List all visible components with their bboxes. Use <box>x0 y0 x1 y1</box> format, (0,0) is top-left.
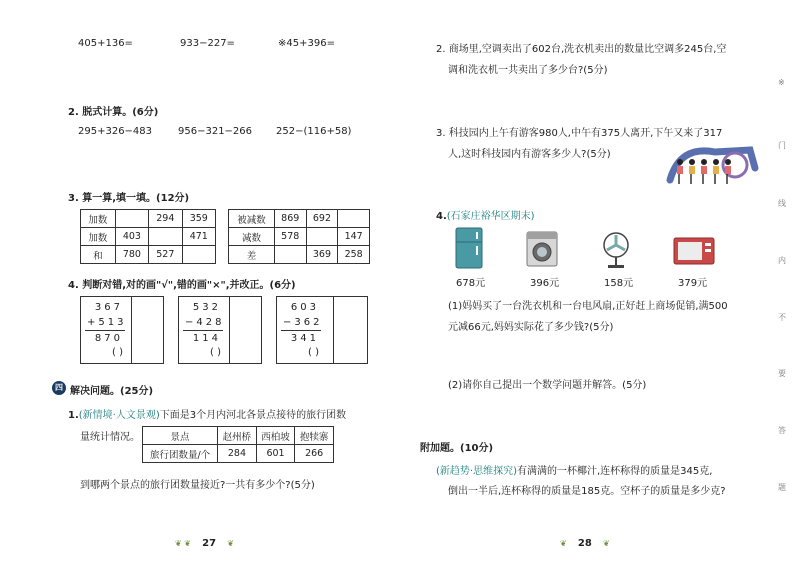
digit-line: 870 <box>87 330 123 345</box>
table-cell: 601 <box>256 445 295 463</box>
digit-line: −362 <box>283 317 323 328</box>
table-cell: 景点 <box>143 427 218 445</box>
table-row <box>81 228 216 246</box>
table-cell: 403 <box>115 228 148 246</box>
table-cell: 266 <box>295 445 334 463</box>
q1-question: 到哪两个景点的旅行团数量接近?一共有多少个?(5分) <box>80 480 315 491</box>
r-q3-line2: 人,这时科技园内有游客多少人?(5分) <box>448 149 611 160</box>
table-cell: 471 <box>182 228 215 246</box>
sub1-line2: 元减66元,妈妈实际花了多少钱?(5分) <box>448 322 614 333</box>
table-cell: 抱犊寨 <box>295 427 334 445</box>
addition-table <box>80 209 216 264</box>
table-cell <box>274 246 306 264</box>
vertical-calc-box <box>178 296 262 364</box>
sprout-icon: ❦ ❦ <box>175 539 191 548</box>
sub2: (2)请你自己提出一个数学问题并解答。(5分) <box>448 380 647 391</box>
table-cell: 780 <box>115 246 148 264</box>
price-fridge: 678元 <box>456 278 486 289</box>
left-footer <box>175 538 234 549</box>
q4-tag: (石家庄裕华区期末) <box>446 211 535 222</box>
answer-paren[interactable]: ( ) <box>308 347 319 358</box>
vertical-calc-box <box>276 296 368 364</box>
r-q2-line1: 2. 商场里,空调卖出了602台,洗衣机卖出的数量比空调多245台,空 <box>436 44 727 55</box>
table-cell: 284 <box>218 445 257 463</box>
q1-prefix: 1. <box>68 410 79 421</box>
price-washer: 396元 <box>530 278 560 289</box>
r-q3-line1: 3. 科技园内上午有游客980人,中午有375人离开,下午又来了317 <box>436 128 723 139</box>
table-cell: 西柏坡 <box>256 427 295 445</box>
price-fan: 158元 <box>604 278 634 289</box>
margin-char: 门 <box>778 141 786 150</box>
sprout-icon: ❦ <box>603 539 610 548</box>
q2-title: 2. 脱式计算。(6分) <box>68 107 159 118</box>
table-cell: 147 <box>338 228 370 246</box>
r-q4-line <box>436 207 535 222</box>
q1-text: 下面是3个月内河北各景点接待的旅行团数 <box>159 410 347 421</box>
vertical-calc-box <box>80 296 164 364</box>
q1-tag: (新情境·人文景观) <box>78 410 160 421</box>
margin-char: 线 <box>778 199 786 208</box>
sprout-icon: ❦ <box>560 539 567 548</box>
table-cell: 旅行团数量/个 <box>143 445 218 463</box>
extra-line1 <box>436 462 712 477</box>
table-cell <box>338 210 370 228</box>
table-cell: 294 <box>149 210 182 228</box>
calc-item: ※45+396= <box>278 38 335 49</box>
q4-title: 4. 判断对错,对的画"√",错的画"×",并改正。(6分) <box>68 280 296 291</box>
digit-line: −428 <box>185 317 225 328</box>
margin-char: ※ <box>778 78 785 87</box>
q4-prefix: 4. <box>436 211 447 222</box>
q1-line2: 量统计情况。 <box>80 432 140 443</box>
table-cell: 369 <box>306 246 338 264</box>
page-number: 28 <box>577 538 592 549</box>
right-footer <box>560 538 610 549</box>
table-cell: 加数 <box>81 228 116 246</box>
margin-char: 要 <box>778 369 786 378</box>
table-cell: 减数 <box>229 228 275 246</box>
sub1-line1: (1)妈妈买了一台洗衣机和一台电风扇,正好赶上商场促销,满500 <box>448 301 728 312</box>
table-cell: 被减数 <box>229 210 275 228</box>
table-cell: 359 <box>182 210 215 228</box>
extra-tag: (新趋势·思维探究) <box>436 466 517 477</box>
table-row <box>81 246 216 264</box>
digit-line: 532 <box>192 302 221 313</box>
section-badge: 四 <box>52 381 66 395</box>
table-row <box>229 228 370 246</box>
digit-line: 603 <box>290 302 319 313</box>
q3-title: 3. 算一算,填一填。(12分) <box>68 193 190 204</box>
table-row <box>143 445 334 463</box>
table-cell: 258 <box>338 246 370 264</box>
table-cell <box>115 210 148 228</box>
fridge-icon <box>450 226 490 270</box>
table-cell: 赵州桥 <box>218 427 257 445</box>
digit-line: 341 <box>283 330 319 345</box>
margin-char: 不 <box>778 313 786 322</box>
q1-line1 <box>68 406 346 421</box>
price-oven: 379元 <box>678 278 708 289</box>
digit-line: 114 <box>185 330 221 345</box>
table-cell: 869 <box>274 210 306 228</box>
margin-char: 内 <box>778 256 786 265</box>
microwave-oven-icon <box>672 236 716 268</box>
margin-char: 答 <box>778 426 786 435</box>
table-cell: 527 <box>149 246 182 264</box>
table-cell <box>149 228 182 246</box>
table-row <box>81 210 216 228</box>
table-cell <box>182 246 215 264</box>
spot-table <box>142 426 334 463</box>
sprout-icon: ❦ <box>227 539 234 548</box>
digit-line: 367 <box>94 302 123 313</box>
digit-line: +513 <box>87 317 127 328</box>
page-number: 27 <box>202 538 217 549</box>
table-cell: 578 <box>274 228 306 246</box>
table-cell: 加数 <box>81 210 116 228</box>
table-cell: 692 <box>306 210 338 228</box>
answer-paren[interactable]: ( ) <box>112 347 123 358</box>
washing-machine-icon <box>524 230 560 268</box>
margin-char: 题 <box>778 483 786 492</box>
children-illustration <box>660 140 760 190</box>
section-title: 解决问题。(25分) <box>70 386 154 397</box>
table-row <box>143 427 334 445</box>
calc-item: 295+326−483 <box>78 126 153 137</box>
table-row <box>229 210 370 228</box>
r-q2-line2: 调和洗衣机一共卖出了多少台?(5分) <box>448 65 608 76</box>
extra-line2: 倒出一半后,连杯称得的质量是185克。空杯子的质量是多少克? <box>448 486 726 497</box>
calc-item: 405+136= <box>78 38 133 49</box>
table-cell <box>306 228 338 246</box>
calc-item: 933−227= <box>180 38 235 49</box>
calc-item: 956−321−266 <box>178 126 253 137</box>
table-cell: 和 <box>81 246 116 264</box>
subtraction-table <box>228 209 370 264</box>
answer-paren[interactable]: ( ) <box>210 347 221 358</box>
extra-text: 有满满的一杯椰汁,连杯称得的质量是345克, <box>516 466 713 477</box>
table-row <box>229 246 370 264</box>
table-cell: 差 <box>229 246 275 264</box>
calc-item: 252−(116+58) <box>276 126 352 137</box>
electric-fan-icon <box>598 230 634 270</box>
extra-title: 附加题。(10分) <box>420 443 494 454</box>
